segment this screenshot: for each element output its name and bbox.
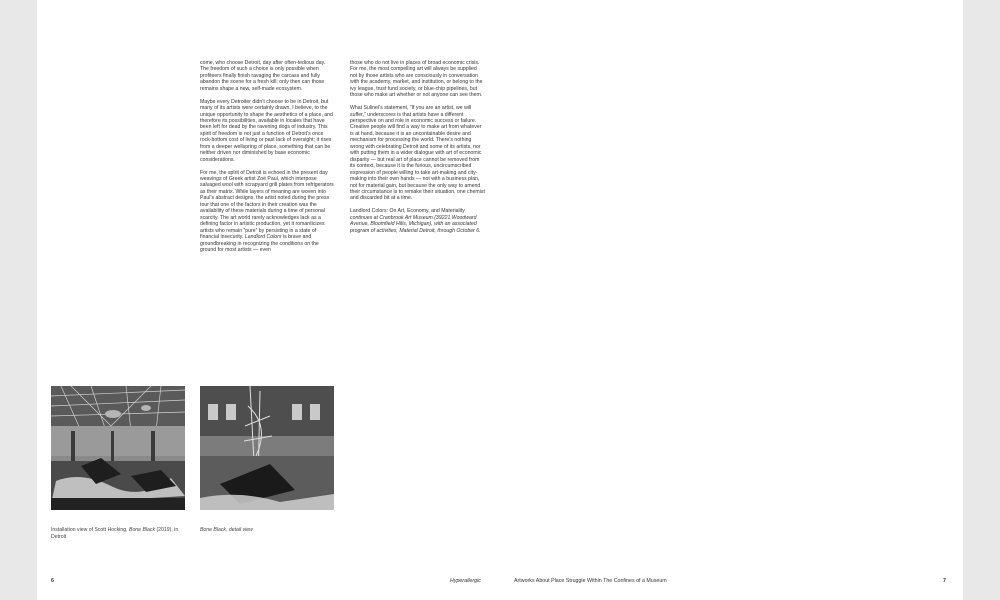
caption-text: (2019), in Detroit <box>51 527 179 540</box>
paragraph: What Sulinel’s statement, “If you are an artist, we will suffer,” underscores is that artists have a different perspective on and role in economic success or failure. Creative people will find a way to make art from whatever is at hand, because it is an uncontainable desire and mechanism for processing the world. There’s nothing wrong with celebrating Detroit and some of its artists, nor with putting them in a wider dialogue with art of economic disparity — but real art of place cannot be removed from its context, because it is the furious, uncircumscribed expression of people willing to take art-making and city-making into their own hands — not with a business plan, not for material gain, but because the only way to amend their circumstance is to remake their situation, one chemist and discarded bit at a time. <box>350 105 485 202</box>
article-column-right <box>350 60 485 241</box>
installation-photo <box>51 386 185 510</box>
exhibition-title: Landlord Colors: On Art, Economy, and Materiality <box>350 208 465 215</box>
detail-photo <box>200 386 334 510</box>
paragraph: come, who choose Detroit, day after often-tedious day. The freedom of such a choice is only possible when profiteers finally finish ravaging the carcass and fully abandon the scene for a fresh kill; only then can those remains shape a new, self-made ecosystem. <box>200 60 326 92</box>
exhibition-details: continues at Cranbrook Art Museum (39221 Woodward Avenue, Bloomfield Hills, Michigan), with an associated program of activities, Material Detroit, through October 6. <box>350 214 481 234</box>
running-header-publication: Hyperallergic <box>450 578 481 584</box>
page-number-left: 6 <box>51 578 54 584</box>
caption-text: , detail view <box>226 527 253 533</box>
paragraph: those who do not live in places of broad economic crisis. For me, the most compelling art will always be supplied not by those artists who are consciously in conversation with the academy, market, and institution, or belong to the ivy league, trust fund society, or blue-chip pipelines, but those who make art whether or not anyone can see them. <box>350 60 483 99</box>
photo-caption <box>200 527 340 534</box>
exhibition-info <box>350 208 485 234</box>
paragraph: Maybe every Detroiter didn’t choose to be in Detroit, but many of its artists were certainly drawn, I believe, to the unique opportunity to shape the aesthetics of a place, and therefore its possibilities, available in locales that have been left for dead by the ravening dogs of industry. This spirit of freedom is not just a function of Detroit’s once rock-bottom cost of living or past lack of oversight; it rises from a deeper wellspring of place, something that can be neither driven nor diminished by base economic considerations. <box>200 98 333 163</box>
caption-artwork-title: Bone Black <box>200 527 227 533</box>
page-number-right: 7 <box>943 578 946 584</box>
paragraph-text: For me, the spirit of Detroit is echoed in the present day weavings of Greek artist Zoë Paul, which interpose salvaged wool with scrapyard grill plates from refrigerators as their matrix. While layers of meaning are woven into Paul’s abstract designs, the artist noted during the press tour that one of the factors in their creation was the availability of these materials during a time of personal scarcity. The art world rarely acknowledges lack as a defining factor in artistic production, yet it romanticizes artists who remain “pure” by persisting in a state of financial insecurity. <box>200 169 334 241</box>
running-header-title: Artworks About Place Struggle Within The Confines of a Museum <box>514 578 667 584</box>
caption-artwork-title: Bone Black <box>129 527 156 533</box>
caption-text: Installation view of Scott Hocking, <box>51 527 130 533</box>
spread-page <box>37 0 963 600</box>
article-column-left <box>200 60 335 260</box>
photo-caption <box>51 527 191 540</box>
paragraph-text: is brave and groundbreaking in recognizing the conditions on the ground for most artists — even <box>200 234 319 254</box>
paragraph <box>200 170 335 254</box>
artwork-title: Landlord Colors <box>244 234 282 241</box>
